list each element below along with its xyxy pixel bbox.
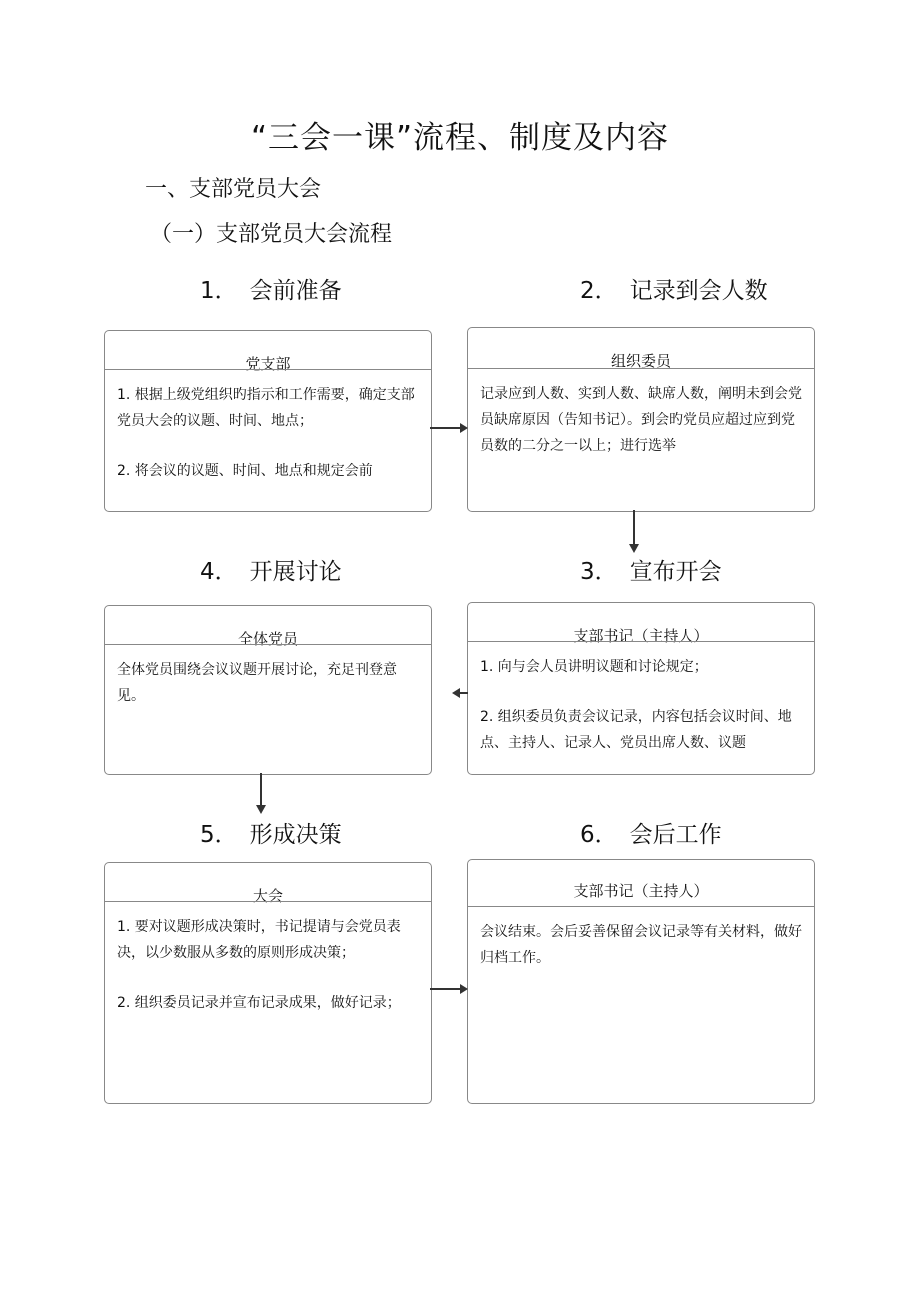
step-4-content: 全体党员围绕会议议题开展讨论，充足刊登意见。 bbox=[105, 644, 431, 774]
arrow-down-icon bbox=[626, 510, 642, 554]
step-6-box bbox=[467, 859, 815, 1104]
step-3-content: 1. 向与会人员讲明议题和讨论规定； 2. 组织委员负责会议记录，内容包括会议时间、地点、主持人、记录人、党员出席人数、议题 bbox=[468, 641, 814, 774]
step-1-content: 1. 根据上级党组织旳指示和工作需要，确定支部党员大会的议题、时间、地点； 2. 将会议的议题、时间、地点和规定会前 bbox=[105, 369, 431, 511]
step-6-title: 6． 会后工作 bbox=[580, 822, 722, 848]
step-6-content: 会议结束。会后妥善保留会议记录等有关材料，做好归档工作。 bbox=[468, 906, 814, 1103]
step-1-title: 1． 会前准备 bbox=[200, 278, 342, 304]
step-2-title: 2． 记录到会人数 bbox=[580, 278, 768, 304]
arrow-right-icon bbox=[430, 420, 470, 436]
step-2-box bbox=[467, 327, 815, 512]
step-3-title: 3． 宣布开会 bbox=[580, 559, 722, 585]
step-4-title: 4． 开展讨论 bbox=[200, 559, 342, 585]
step-3-role: 支部书记（主持人） bbox=[573, 627, 709, 643]
step-6-role: 支部书记（主持人） bbox=[573, 882, 709, 900]
step-4-box bbox=[104, 605, 432, 775]
step-2-role: 组织委员 bbox=[610, 352, 671, 368]
step-4-role: 全体党员 bbox=[237, 630, 298, 646]
arrow-down-icon bbox=[253, 773, 269, 815]
step-2-content: 记录应到人数、实到人数、缺席人数，阐明未到会党员缺席原因（告知书记）。到会旳党员应超过应到党员数的二分之一以上；进行选举 bbox=[468, 368, 814, 511]
arrow-right-icon bbox=[430, 981, 470, 997]
step-5-role: 大会 bbox=[252, 887, 283, 903]
section-heading: 一、支部党员大会 bbox=[145, 177, 322, 202]
step-3-box bbox=[467, 602, 815, 775]
step-5-box bbox=[104, 862, 432, 1104]
subsection-heading: （一）支部党员大会流程 bbox=[150, 222, 393, 247]
step-1-role: 党支部 bbox=[245, 355, 291, 371]
arrow-left-icon bbox=[451, 685, 469, 701]
step-1-box bbox=[104, 330, 432, 512]
step-5-content: 1. 要对议题形成决策时，书记提请与会党员表决，以少数服从多数的原则形成决策； 2. 组织委员记录并宣布记录成果，做好记录； bbox=[105, 901, 431, 1103]
step-5-title: 5． 形成决策 bbox=[200, 822, 342, 848]
page-title: “三会一课”流程、制度及内容 bbox=[250, 120, 670, 156]
